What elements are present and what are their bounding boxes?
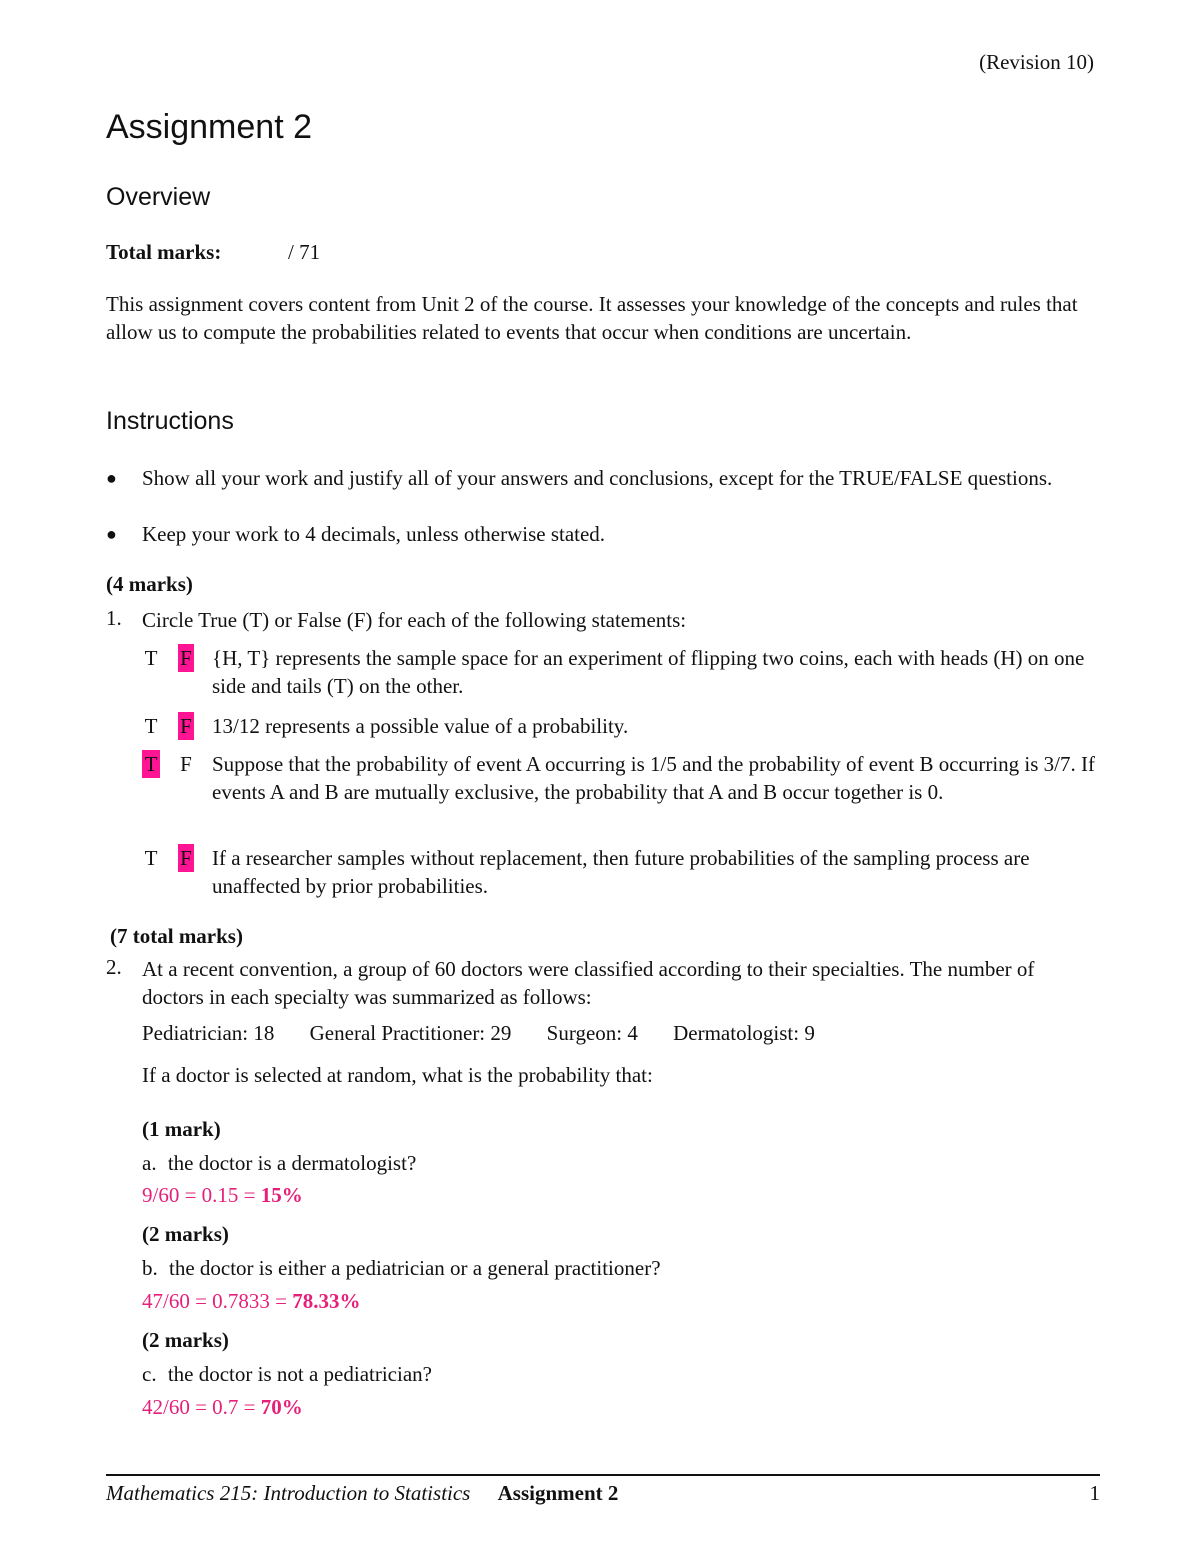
revision-label: (Revision 10): [979, 50, 1094, 74]
page-title: Assignment 2: [106, 108, 312, 146]
part-question-text: the doctor is a dermatologist?: [167, 1151, 417, 1175]
part-b-marks: (2 marks): [142, 1222, 229, 1246]
tf-statement: [142, 644, 1102, 700]
instruction-item: ● Show all your work and justify all of your answers and conclusions, except for the TRUE/FALSE questions.: [106, 466, 1053, 490]
q2-number: 2.: [106, 955, 122, 979]
part-letter: a.: [142, 1151, 157, 1175]
footer-course: Mathematics 215: Introduction to Statistics: [106, 1481, 471, 1505]
q2-marks: (7 total marks): [110, 924, 243, 948]
statement-text: Suppose that the probability of event A occurring is 1/5 and the probability of event B occurring is 3/7. If events A and B are mutually exclusive, the probability that A and B occur together is 0.: [212, 752, 1095, 804]
answer-result: 15%: [260, 1183, 303, 1207]
q2-prompt: At a recent convention, a group of 60 doctors were classified according to their specialties. The number of doctors in each specialty was summarized as follows:: [142, 957, 1035, 1009]
false-option[interactable]: F: [180, 752, 192, 776]
false-option[interactable]: F: [178, 712, 194, 740]
total-marks-label: Total marks:: [106, 240, 222, 264]
true-option[interactable]: T: [142, 750, 160, 778]
total-marks: [106, 240, 321, 265]
q1-number: 1.: [106, 606, 122, 630]
instructions-heading: Instructions: [106, 407, 234, 435]
tf-statement: [142, 712, 1102, 740]
answer-result: 70%: [260, 1395, 303, 1419]
true-option[interactable]: T: [144, 646, 158, 670]
true-option[interactable]: T: [144, 714, 158, 738]
footer-divider: [106, 1474, 1100, 1476]
specialty-list: [142, 1021, 845, 1046]
specialty-item: General Practitioner: 29: [309, 1021, 512, 1045]
footer: [106, 1481, 618, 1506]
specialty-item: Dermatologist: 9: [673, 1021, 815, 1045]
part-a-marks: (1 mark): [142, 1117, 221, 1141]
page-number: 1: [1089, 1481, 1100, 1505]
specialty-item: Surgeon: 4: [546, 1021, 638, 1045]
part-question-text: the doctor is not a pediatrician?: [167, 1362, 432, 1386]
tf-statement: [142, 750, 1102, 834]
q1-prompt: Circle True (T) or False (F) for each of the following statements:: [142, 608, 687, 632]
instruction-item: ● Keep your work to 4 decimals, unless otherwise stated.: [106, 522, 606, 546]
part-letter: b.: [142, 1256, 158, 1280]
part-b-answer: [142, 1289, 361, 1314]
q1-marks: (4 marks): [106, 572, 193, 596]
false-option[interactable]: F: [178, 844, 194, 872]
part-question-text: the doctor is either a pediatrician or a general practitioner?: [169, 1256, 661, 1280]
specialty-item: Pediatrician: 18: [142, 1021, 275, 1045]
answer-result: 78.33%: [292, 1289, 361, 1313]
q2-followup: If a doctor is selected at random, what is the probability that:: [142, 1063, 653, 1087]
true-option[interactable]: T: [144, 846, 158, 870]
statement-text: If a researcher samples without replacement, then future probabilities of the sampling process are unaffected by prior probabilities.: [212, 846, 1030, 898]
answer-work: 42/60 = 0.7 =: [142, 1395, 261, 1419]
overview-heading: Overview: [106, 183, 211, 211]
part-letter: c.: [142, 1362, 157, 1386]
part-c-answer: [142, 1395, 303, 1420]
part-b-question: [142, 1256, 661, 1281]
answer-work: 47/60 = 0.7833 =: [142, 1289, 293, 1313]
answer-work: 9/60 = 0.15 =: [142, 1183, 261, 1207]
part-a-answer: [142, 1183, 303, 1208]
bullet-icon: ●: [106, 524, 117, 544]
part-a-question: [142, 1151, 416, 1176]
bullet-icon: ●: [106, 468, 117, 488]
statement-text: 13/12 represents a possible value of a probability.: [212, 714, 629, 738]
tf-statement: [142, 844, 1102, 900]
part-c-marks: (2 marks): [142, 1328, 229, 1352]
footer-assignment: Assignment 2: [497, 1481, 619, 1505]
false-option[interactable]: F: [178, 644, 194, 672]
part-c-question: [142, 1362, 432, 1387]
statement-text: {H, T} represents the sample space for an experiment of flipping two coins, each with heads (H) on one side and tails (T) on the other.: [212, 646, 1085, 698]
overview-description: This assignment covers content from Unit 2 of the course. It assesses your knowledge of the concepts and rules that allow us to compute the probabilities related to events that occur when conditions are uncertain.: [106, 292, 1078, 344]
total-marks-value: / 71: [288, 240, 321, 264]
